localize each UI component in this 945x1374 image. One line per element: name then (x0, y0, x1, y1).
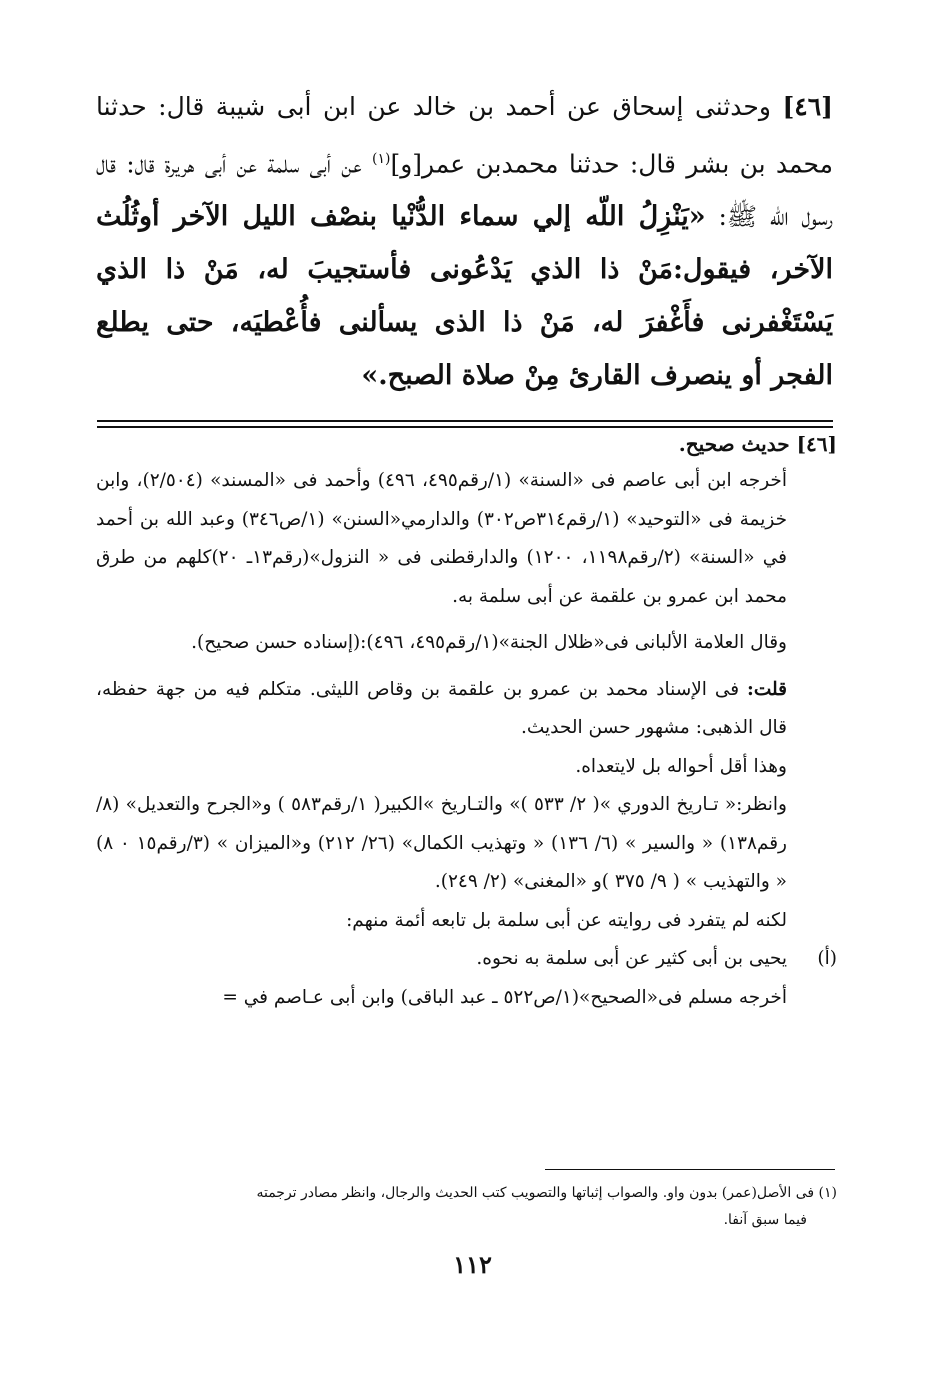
footnote-text: (١) فى الأصل(عمر) بدون واو. والصواب إثباتها والتصويب كتب الحديث والرجال، وانظر مصادر ترجمته (256, 1185, 837, 1201)
footnote-reference: (١) (371, 151, 391, 167)
qultu-label: قلت: (747, 678, 787, 700)
references-paragraph: وانظر:« تـاريخ الدوري »( ٢/ ٥٣٣ )» والتـاريخ »الكبير( ١/رقم٥٨٣ ) و«الجرح والتعديل» (٨/رقم١٣٨) « والسير » (٦/ ١٣٦) « وتهذيب الكمال» (٢٦/ ٢١٢) و«الميزان » (٣/رقم١٥ ٠ ٨) « والتهذيب » ( ٩/ ٣٧٥ )و «المغنى» (٢/ ٢٤٩). (96, 794, 787, 892)
hadith-text-block (96, 80, 833, 402)
list-item (96, 940, 837, 979)
list-item-mark: (أ) (817, 948, 837, 969)
page-number: ١١٢ (453, 1250, 492, 1279)
qultu-paragraph (96, 671, 837, 748)
footnote-rule (545, 1169, 835, 1170)
albani-paragraph: وقال العلامة الألبانى فى«ظلال الجنة»(١/رقم٤٩٥، ٤٩٦):(إسناده حسن صحيح). (191, 632, 787, 653)
footnote-continuation: فيما سبق آنفا. (723, 1212, 807, 1228)
hadith-matn: «يَنْزِلُ اللّه إلي سماء الدُّنْيا بنصْف الليل الآخر أوثُلُث الآخر، فيقول:مَنْ ذا الذي يَدْعُونى فأستجيبَ له، مَنْ ذا الذي يَسْتَغْفرنى فأَغْفرَ له، مَنْ ذا الذى يسألنى فأُعْطيَه، حتى يطلع الفجر أو ينصرف القارئ مِنْ صلاة الصبح.» (96, 201, 833, 392)
double-rule-bottom (97, 426, 833, 428)
hadith-number: [٤٦] (782, 92, 833, 121)
list-item-text: يحيى بن أبى كثير عن أبى سلمة به نحوه. (476, 948, 787, 969)
qultu-text: فى الإسناد محمد بن عمرو بن علقمة بن وقاص الليثى. متكلم فيه من جهة حفظه، قال الذهبى: مشهور حسن الحديث. (96, 678, 787, 738)
double-rule-top (97, 420, 833, 422)
takhrij-paragraph: أخرجه ابن أبى عاصم فى «السنة» (١/رقم٤٩٥، ٤٩٦) وأحمد فى «المسند» (٢/٥٠٤)، وابن خزيمة فى «التوحيد» (١/رقم٣١٤ص٣٠٢) والدارمي«السنن» (١/ص٣٤٦) وعبد الله بن أحمد في «السنة» (٢/رقم١١٩٨، ١٢٠٠) والدارقطنى فى « النزول»(رقم١٣ـ ٢٠)كلهم من طرق محمد ابن عمرو بن علقمة عن أبى سلمة به. (96, 470, 787, 607)
commentary-heading: [٤٦] حديث صحيح. (678, 432, 837, 456)
note-paragraph: وهذا أقل أحواله بل لايتعداه. (575, 755, 787, 777)
hadith-intro: وحدثنى إسحاق عن أحمد بن خالد عن ابن أبى شيبة قال: حدثنا محمد بن بشر قال: حدثنا محمدبن عمر[و] (96, 92, 834, 179)
footnote (98, 1180, 837, 1234)
commentary-block (96, 432, 837, 1017)
hadith-chain-end: عن أبى سلمة عن أبى هريرة قال: قال رسول الله ﷺ: (96, 149, 834, 232)
muslim-paragraph: أخرجه مسلم فى«الصحيح»(١/ص٥٢٢ ـ عبد الباقى) وابن أبى عـاصم في = (222, 986, 787, 1008)
followers-paragraph: لكنه لم يتفرد فى روايته عن أبى سلمة بل تابعه أئمة منهم: (346, 909, 787, 931)
